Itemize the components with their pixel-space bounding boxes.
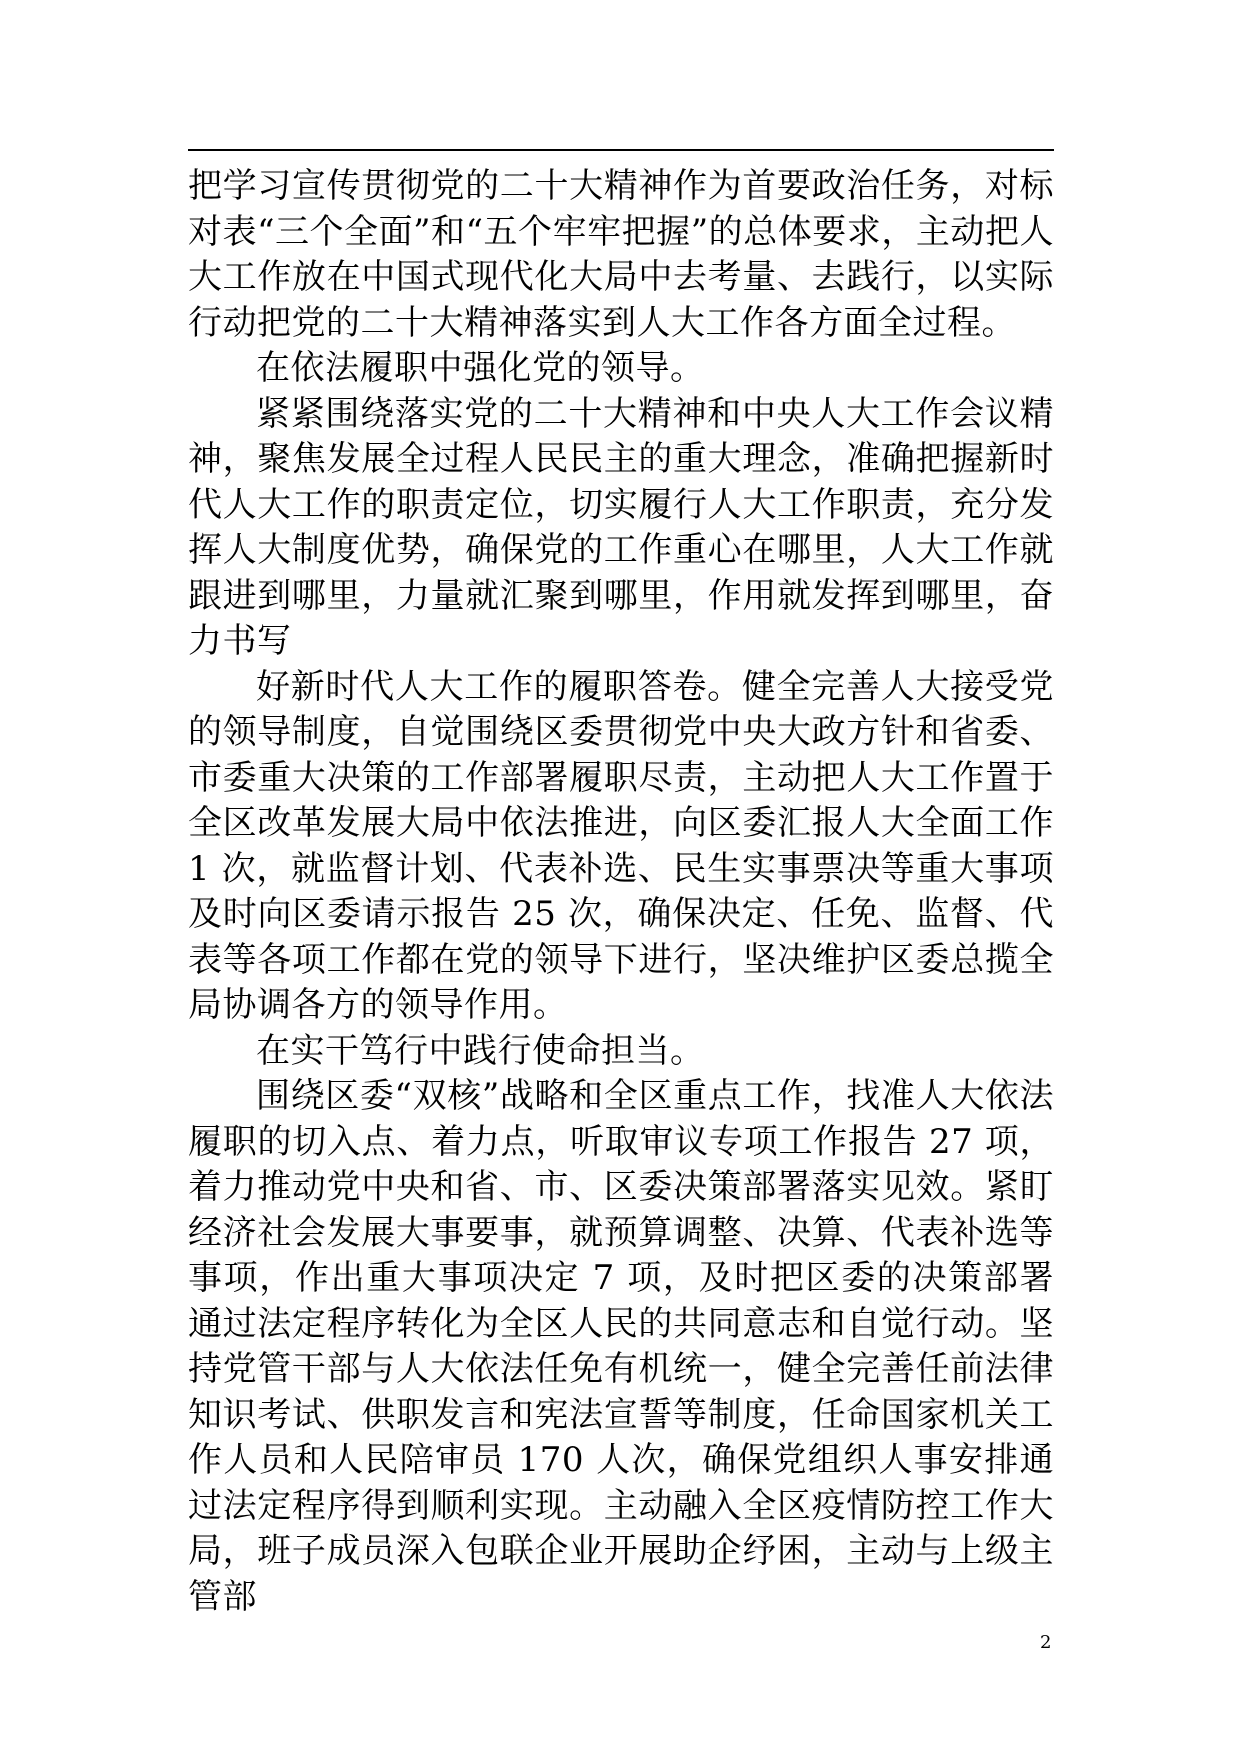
document-body xyxy=(188,164,1054,1620)
paragraph: 紧紧围绕落实党的二十大精神和中央人大工作会议精神，聚焦发展全过程人民民主的重大理念，准确把握新时代人大工作的职责定位，切实履行人大工作职责，充分发挥人大制度优势，确保党的工作重心在哪里，人大工作就跟进到哪里，力量就汇聚到哪里，作用就发挥到哪里，奋力书写 xyxy=(188,393,1054,661)
paragraph: 把学习宣传贯彻党的二十大精神作为首要政治任务，对标对表“三个全面”和“五个牢牢把握”的总体要求，主动把人大工作放在中国式现代化大局中去考量、去践行，以实际行动把党的二十大精神落实到人大工作各方面全过程。 xyxy=(188,166,1054,343)
section-heading: 在实干笃行中践行使命担当。 xyxy=(256,1030,705,1071)
section-heading: 在依法履职中强化党的领导。 xyxy=(256,348,705,388)
paragraph: 好新时代人大工作的履职答卷。健全完善人大接受党的领导制度，自觉围绕区委贯彻党中央大政方针和省委、市委重大决策的工作部署履职尽责，主动把人大工作置于全区改革发展大局中依法推进，向区委汇报人大全面工作 1 次，就监督计划、代表补选、民生实事票决等重大事项及时向区委请示报告 25 次，确保决定、任免、监督、代表等各项工作都在党的领导下进行，坚决维护区委总揽全局协调各方的领导作用。 xyxy=(188,666,1054,1025)
header-rule xyxy=(188,149,1054,151)
paragraph: 围绕区委“双核”战略和全区重点工作，找准人大依法履职的切入点、着力点，听取审议专项工作报告 27 项，着力推动党中央和省、市、区委决策部署落实见效。紧盯经济社会发展大事要事，就预算调整、决算、代表补选等事项，作出重大事项决定 7 项，及时把区委的决策部署通过法定程序转化为全区人民的共同意志和自觉行动。坚持党管干部与人大依法任免有机统一，健全完善任前法律知识考试、供职发言和宪法宣誓等制度，任命国家机关工作人员和人民陪审员 170 人次，确保党组织人事安排通过法定程序得到顺利实现。主动融入全区疫情防控工作大局，班子成员深入包联企业开展助企纾困，主动与上级主管部 xyxy=(188,1076,1054,1617)
page-number: 2 xyxy=(1040,1632,1052,1653)
